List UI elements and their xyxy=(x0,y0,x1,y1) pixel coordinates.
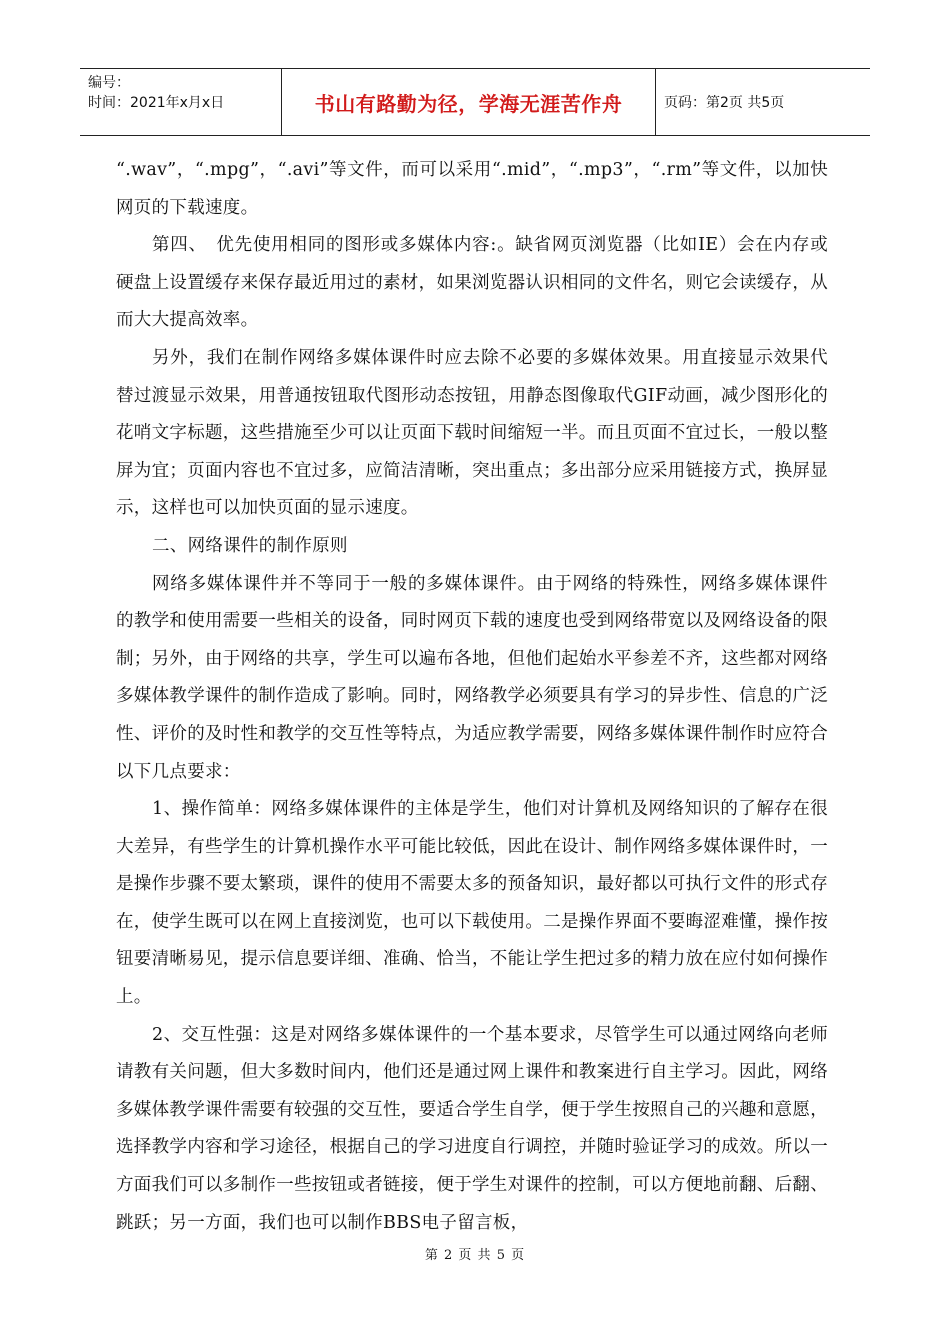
body-paragraph-simple-operation: 1、操作简单：网络多媒体课件的主体是学生，他们对计算机及网络知识的了解存在很大差异，有些学生的计算机操作水平可能比较低，因此在设计、制作网络多媒体课件时，一是操作步骤不要太繁琐，课件的使用不需要太多的预备知识，最好都以可执行文件的形式存在，使学生既可以在网上直接浏览，也可以下载使用。二是操作界面不要晦涩难懂，操作按钮要清晰易见，提示信息要详细、准确、恰当，不能让学生把过多的精力放在应付如何操作上。 xyxy=(116,799,828,1008)
header-motto: 书山有路勤为径，学海无涯苦作舟 xyxy=(314,91,623,116)
body-paragraph-additionally: 另外，我们在制作网络多媒体课件时应去除不必要的多媒体效果。用直接显示效果代替过渡显示效果，用普通按钮取代图形动态按钮，用静态图像取代GIF动画，减少图形化的花哨文字标题，这些措施至少可以让页面下载时间缩短一半。而且页面不宜过长，一般以整屏为宜；页面内容也不宜过多，应简洁清晰，突出重点；多出部分应采用链接方式，换屏显示，这样也可以加快页面的显示速度。 xyxy=(116,347,828,519)
body-paragraph-principles-intro: 网络多媒体课件并不等同于一般的多媒体课件。由于网络的特殊性，网络多媒体课件的教学和使用需要一些相关的设备，同时网页下载的速度也受到网络带宽以及网络设备的限制；另外，由于网络的共享，学生可以遍布各地，但他们起始水平参差不齐，这些都对网络多媒体教学课件的制作造成了影响。同时，网络教学必须要具有学习的异步性、信息的广泛性、评价的及时性和教学的交互性等特点，为适应教学需要，网络多媒体课件制作时应符合以下几点要求： xyxy=(116,573,828,782)
page-footer: 第 2 页 共 5 页 xyxy=(424,1248,526,1263)
document-header xyxy=(80,68,870,136)
serial-number-label: 编号： xyxy=(88,75,130,91)
date-label: 时间：2021年x月x日 xyxy=(88,95,225,111)
document-body xyxy=(116,152,828,1242)
header-page-number: 页码：第2页 共5页 xyxy=(664,95,785,111)
section-heading-principles: 二、网络课件的制作原则 xyxy=(152,535,348,556)
header-page-cell xyxy=(656,69,870,135)
body-paragraph-fourth-point: 第四、 优先使用相同的图形或多媒体内容:。缺省网页浏览器（比如IE）会在内存或硬盘上设置缓存来保存最近用过的素材，如果浏览器认识相同的文件名，则它会读缓存，从而大大提高效率。 xyxy=(116,235,828,331)
body-paragraph-interactivity: 2、交互性强：这是对网络多媒体课件的一个基本要求，尽管学生可以通过网络向老师请教有关问题，但大多数时间内，他们还是通过网上课件和教案进行自主学习。因此，网络多媒体教学课件需要有较强的交互性，要适合学生自学，便于学生按照自己的兴趣和意愿，选择教学内容和学习途径，根据自己的学习进度自行调控，并随时验证学习的成效。所以一方面我们可以多制作一些按钮或者链接，便于学生对课件的控制，可以方便地前翻、后翻、跳跃；另一方面，我们也可以制作BBS电子留言板， xyxy=(116,1024,828,1233)
body-paragraph-continued: “.wav”，“.mpg”，“.avi”等文件，而可以采用“.mid”，“.mp3”，“.rm”等文件，以加快网页的下载速度。 xyxy=(116,160,828,218)
header-meta-cell xyxy=(80,69,282,135)
header-motto-cell xyxy=(282,69,656,135)
